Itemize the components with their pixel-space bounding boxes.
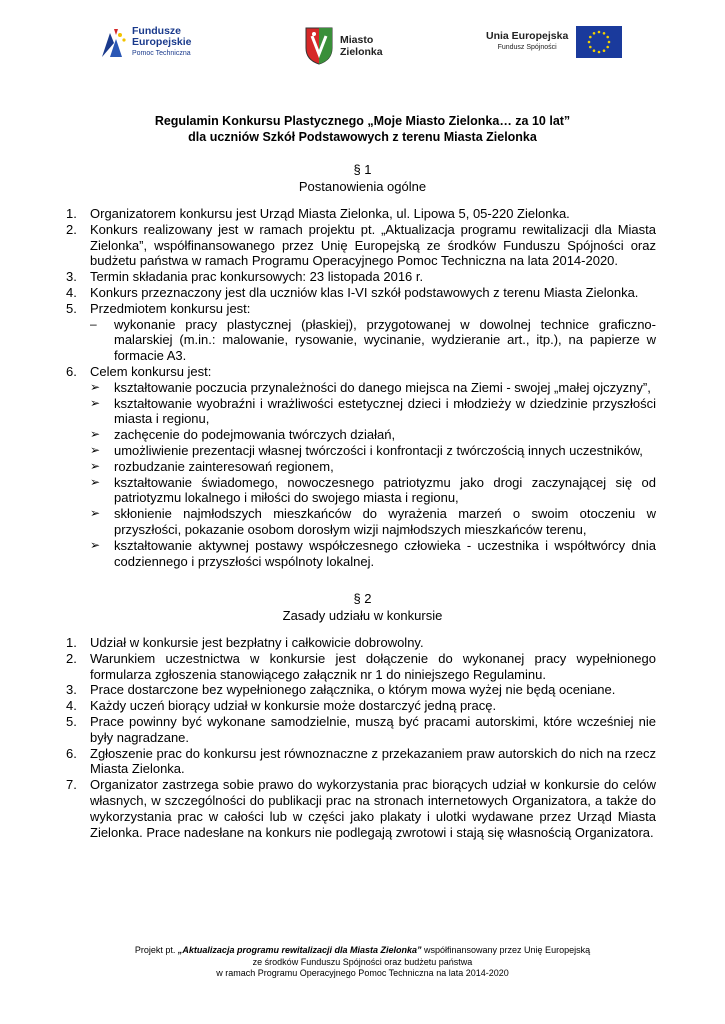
- goal-item: [90, 475, 656, 507]
- fe-emblem-icon: [100, 27, 128, 59]
- footer-suffix: współfinansowany przez Unię Europejską: [421, 945, 591, 955]
- item-number: 4.: [66, 284, 77, 300]
- arrow-bullet-icon: ➢: [90, 506, 101, 521]
- item-number: 7.: [66, 777, 77, 793]
- goal-text: kształtowanie świadomego, nowoczesnego patriotyzmu jako drogi zaczynającej się od patriotyzmu lokalnego i miłości do swojego miasta i regionu,: [114, 474, 656, 506]
- section1-list: [66, 206, 656, 569]
- item-text: Każdy uczeń biorący udział w konkursie może dostarczyć jedną pracę.: [90, 698, 497, 714]
- section2-sign: § 2: [353, 591, 372, 606]
- subject-sublist: [90, 317, 656, 364]
- arrow-bullet-icon: ➢: [90, 458, 101, 473]
- document-title: [60, 113, 665, 145]
- title-line1: Regulamin Konkursu Plastycznego „Moje Miasto Zielonka… za 10 lat”: [154, 114, 571, 128]
- item-text: Konkurs przeznaczony jest dla uczniów klas I-VI szkół podstawowych z terenu Miasta Zielonka.: [90, 284, 639, 300]
- item-text: Konkurs realizowany jest w ramach projektu pt. „Aktualizacja programu rewitalizacji dla Miasta Zielonka”, współfinansowanego przez Unię Europejską ze środków Funduszu Spójności oraz budżetu państwa w ramach Programu Operacyjnego Pomoc Techniczna na lata 2014-2020.: [90, 221, 656, 269]
- item-number: 3.: [66, 682, 77, 698]
- goal-item: [90, 459, 656, 475]
- footer-line3: w ramach Programu Operacyjnego Pomoc Techniczna na lata 2014-2020: [216, 968, 509, 978]
- arrow-bullet-icon: ➢: [90, 474, 101, 489]
- dash-text: wykonanie pracy plastycznej (płaskiej), przygotowanej w dowolnej technice graficzno-malarskiej (m.in.: malowanie, rysowanie, wycinanie, wydzieranie art., itp.), na papierze w formacie A3.: [114, 316, 656, 364]
- logo-bar: [0, 26, 725, 76]
- section2-title: Zasady udziału w konkursie: [282, 608, 443, 623]
- section2-heading: [60, 590, 665, 624]
- section1-content: [66, 206, 656, 569]
- page-footer: [60, 945, 665, 980]
- item-number: 6.: [66, 745, 77, 761]
- list-item: [66, 301, 656, 364]
- unia-europejska-logo: [486, 26, 622, 58]
- list-item: [66, 635, 656, 651]
- item-text: Termin składania prac konkursowych: 23 listopada 2016 r.: [90, 269, 424, 285]
- goal-item: [90, 396, 656, 428]
- list-item: [66, 682, 656, 698]
- footer-line1: [60, 945, 665, 957]
- list-item: [66, 222, 656, 269]
- footer-prefix: Projekt pt.: [134, 945, 178, 955]
- fe-line1: Fundusze: [132, 25, 181, 37]
- footer-line2: ze środków Funduszu Spójności oraz budżetu państwa: [252, 956, 473, 967]
- eu-flag-icon: [576, 26, 622, 58]
- arrow-bullet-icon: ➢: [90, 427, 101, 442]
- list-item: [66, 746, 656, 778]
- section1-sign: § 1: [353, 162, 372, 177]
- goal-item: [90, 380, 656, 396]
- fe-line2: Europejskie: [132, 36, 192, 48]
- item-number: 2.: [66, 650, 77, 666]
- list-item: [66, 777, 656, 840]
- miasto-zielonka-logo: [304, 26, 383, 66]
- list-item: [66, 714, 656, 746]
- item-number: 4.: [66, 698, 77, 714]
- item-number: 1.: [66, 206, 77, 221]
- section1-title: Postanowienia ogólne: [298, 179, 427, 194]
- list-item: [66, 364, 656, 569]
- goal-text: rozbudzanie zainteresowań regionem,: [114, 458, 334, 474]
- mz-line2: Zielonka: [340, 46, 383, 58]
- item-number: 5.: [66, 713, 77, 729]
- item-text: Organizator zastrzega sobie prawo do wykorzystania prac biorących udział w konkursie do celów własnych, w szczególności do publikacji prac na stronach internetowych Organizatora, a także do wykorzystania prac w całości lub w części jako plakaty i ulotki wydawane przez Urząd Miasta Zielonka. Prace nadesłane na konkurs nie podlegają zwrotowi i stają się własnością Organizatora.: [90, 777, 656, 840]
- arrow-bullet-icon: ➢: [90, 379, 101, 394]
- item-number: 3.: [66, 269, 77, 285]
- ue-line1: Unia Europejska: [486, 30, 569, 42]
- goal-text: kształtowanie aktywnej postawy współczesnego człowieka - uczestnika i współtwórcy dnia codziennego i przyszłości wspólnoty lokalnej.: [114, 537, 656, 569]
- item-text: Organizatorem konkursu jest Urząd Miasta Zielonka, ul. Lipowa 5, 05-220 Zielonka.: [90, 206, 570, 221]
- item-number: 2.: [66, 221, 77, 237]
- item-number: 5.: [66, 300, 77, 316]
- mz-line1: Miasto: [340, 34, 374, 46]
- footer-project-name: „Aktualizacja programu rewitalizacji dla Miasta Zielonka”: [177, 945, 422, 955]
- ue-line2: Fundusz Spójności: [497, 44, 557, 51]
- list-item: [66, 651, 656, 683]
- arrow-bullet-icon: ➢: [90, 395, 101, 410]
- goal-item: [90, 538, 656, 570]
- goal-text: umożliwienie prezentacji własnej twórczości i konfrontacji z twórczością innych uczestników,: [114, 442, 643, 458]
- section2-content: [66, 635, 656, 840]
- fe-line3: Pomoc Techniczna: [132, 50, 191, 57]
- goal-item: [90, 427, 656, 443]
- section2-list: [66, 635, 656, 840]
- goal-text: zachęcenie do podejmowania twórczych działań,: [114, 427, 396, 443]
- arrow-bullet-icon: ➢: [90, 442, 101, 457]
- list-item: [66, 269, 656, 285]
- item-text: Zgłoszenie prac do konkursu jest równoznaczne z przekazaniem praw autorskich do nich na rzecz Miasta Zielonka.: [90, 745, 656, 777]
- goal-text: kształtowanie poczucia przynależności do danego miejsca na Ziemi - swojej „małej ojczyzny”,: [114, 379, 651, 395]
- item-number: 1.: [66, 635, 77, 650]
- list-item: [66, 285, 656, 301]
- arrow-bullet-icon: ➢: [90, 537, 101, 552]
- item-text: Celem konkursu jest:: [90, 363, 212, 379]
- dash-item: [90, 317, 656, 364]
- dash-marker: –: [90, 316, 97, 331]
- list-item: [66, 206, 656, 222]
- goal-text: skłonienie najmłodszych mieszkańców do wyrażenia marzeń o swoim otoczeniu w przyszłości, pokazanie osobom dorosłym wizji najmłodszych mieszkańców terenu,: [114, 506, 656, 537]
- item-text: Prace dostarczone bez wypełnionego załącznika, o którym mowa wyżej nie będą oceniane.: [90, 682, 616, 698]
- list-item: [66, 698, 656, 714]
- title-line2: dla uczniów Szkół Podstawowych z terenu Miasta Zielonka: [188, 130, 537, 144]
- item-text: Udział w konkursie jest bezpłatny i całkowicie dobrowolny.: [90, 635, 424, 650]
- goal-item: [90, 443, 656, 459]
- goals-list: [90, 380, 656, 570]
- item-text: Warunkiem uczestnictwa w konkursie jest dołączenie do wykonanej pracy wypełnionego formularza zgłoszenia stanowiącego załącznik nr 1 do niniejszego Regulaminu.: [90, 650, 656, 682]
- item-number: 6.: [66, 363, 77, 379]
- item-text: Przedmiotem konkursu jest:: [90, 300, 251, 316]
- fundusze-europejskie-logo: [100, 26, 192, 59]
- zielonka-coat-of-arms-icon: [304, 26, 334, 66]
- section1-heading: [60, 161, 665, 195]
- goal-text: kształtowanie wyobraźni i wrażliwości estetycznej dzieci i młodzieży w dziedzinie przyszłości miasta i regionu,: [114, 395, 656, 427]
- item-text: Prace powinny być wykonane samodzielnie, muszą być pracami autorskimi, które wcześniej nie były nagradzane.: [90, 713, 656, 745]
- goal-item: [90, 506, 656, 538]
